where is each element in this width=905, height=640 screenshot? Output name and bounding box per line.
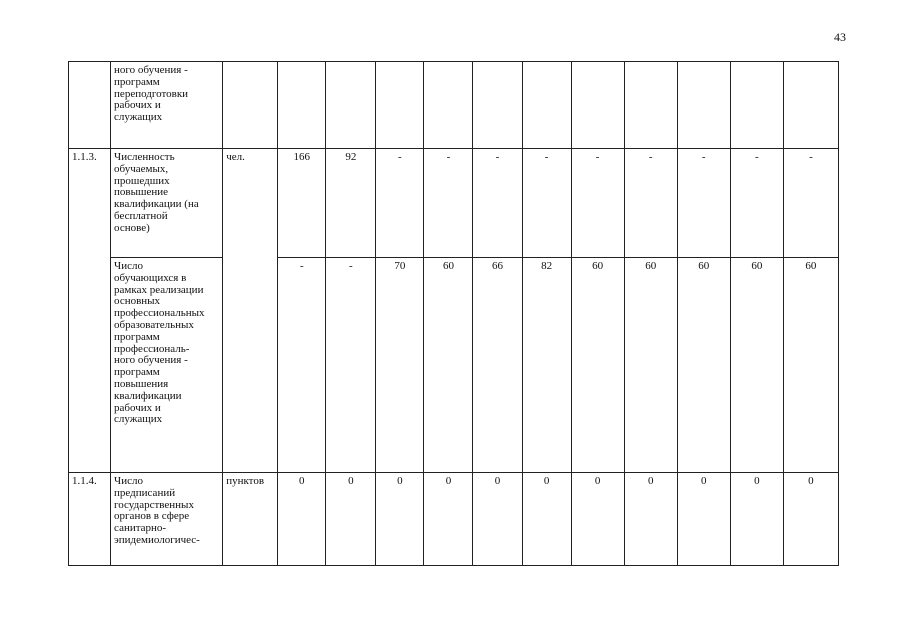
indicator-name: Численность обучаемых, прошедших повышение квалификации (на бесплатной основе) [111, 149, 223, 258]
value-cell: 0 [473, 473, 522, 566]
value-cell [783, 62, 838, 149]
value-cell: - [424, 149, 473, 258]
value-cell: - [730, 149, 783, 258]
value-cell: 70 [376, 258, 424, 473]
table-row [69, 258, 839, 473]
row-number [69, 62, 111, 149]
value-cell: - [677, 149, 730, 258]
value-cell: - [326, 258, 376, 473]
value-cell: 60 [624, 258, 677, 473]
row-number: 1.1.3. [69, 149, 111, 473]
value-cell [571, 62, 624, 149]
value-cell: 0 [424, 473, 473, 566]
value-cell [624, 62, 677, 149]
value-cell [730, 62, 783, 149]
value-cell [376, 62, 424, 149]
unit-cell: чел. [223, 149, 278, 473]
value-cell: - [624, 149, 677, 258]
table-row [69, 149, 839, 258]
value-cell [522, 62, 571, 149]
value-cell: 60 [730, 258, 783, 473]
value-cell: - [278, 258, 326, 473]
value-cell: 0 [278, 473, 326, 566]
value-cell [326, 62, 376, 149]
value-cell: 0 [783, 473, 838, 566]
indicator-name: ного обучения - программ переподготовки рабочих и служащих [111, 62, 223, 149]
value-cell [473, 62, 522, 149]
value-cell: 0 [677, 473, 730, 566]
unit-cell [223, 62, 278, 149]
value-cell: 60 [677, 258, 730, 473]
value-cell: 60 [783, 258, 838, 473]
value-cell: 166 [278, 149, 326, 258]
value-cell [424, 62, 473, 149]
indicator-name: Число обучающихся в рамках реализации основных профессиональных образовательных программ профессиональ- ного обучения - программ повышения квалификации рабочих и служащих [111, 258, 223, 473]
value-cell: 82 [522, 258, 571, 473]
value-cell: 0 [376, 473, 424, 566]
value-cell: - [376, 149, 424, 258]
value-cell: 0 [624, 473, 677, 566]
indicator-table [68, 61, 839, 566]
table-row [69, 62, 839, 149]
value-cell: 0 [730, 473, 783, 566]
value-cell: 92 [326, 149, 376, 258]
value-cell: 0 [326, 473, 376, 566]
value-cell: 0 [571, 473, 624, 566]
page-number: 43 [834, 30, 846, 44]
value-cell: 66 [473, 258, 522, 473]
row-number: 1.1.4. [69, 473, 111, 566]
table-row [69, 473, 839, 566]
value-cell: - [783, 149, 838, 258]
value-cell: - [522, 149, 571, 258]
value-cell: - [473, 149, 522, 258]
value-cell [677, 62, 730, 149]
value-cell [278, 62, 326, 149]
value-cell: 60 [571, 258, 624, 473]
unit-cell: пунктов [223, 473, 278, 566]
indicator-name: Число предписаний государственных органов в сфере санитарно- эпидемиологичес- [111, 473, 223, 566]
value-cell: 60 [424, 258, 473, 473]
value-cell: - [571, 149, 624, 258]
value-cell: 0 [522, 473, 571, 566]
